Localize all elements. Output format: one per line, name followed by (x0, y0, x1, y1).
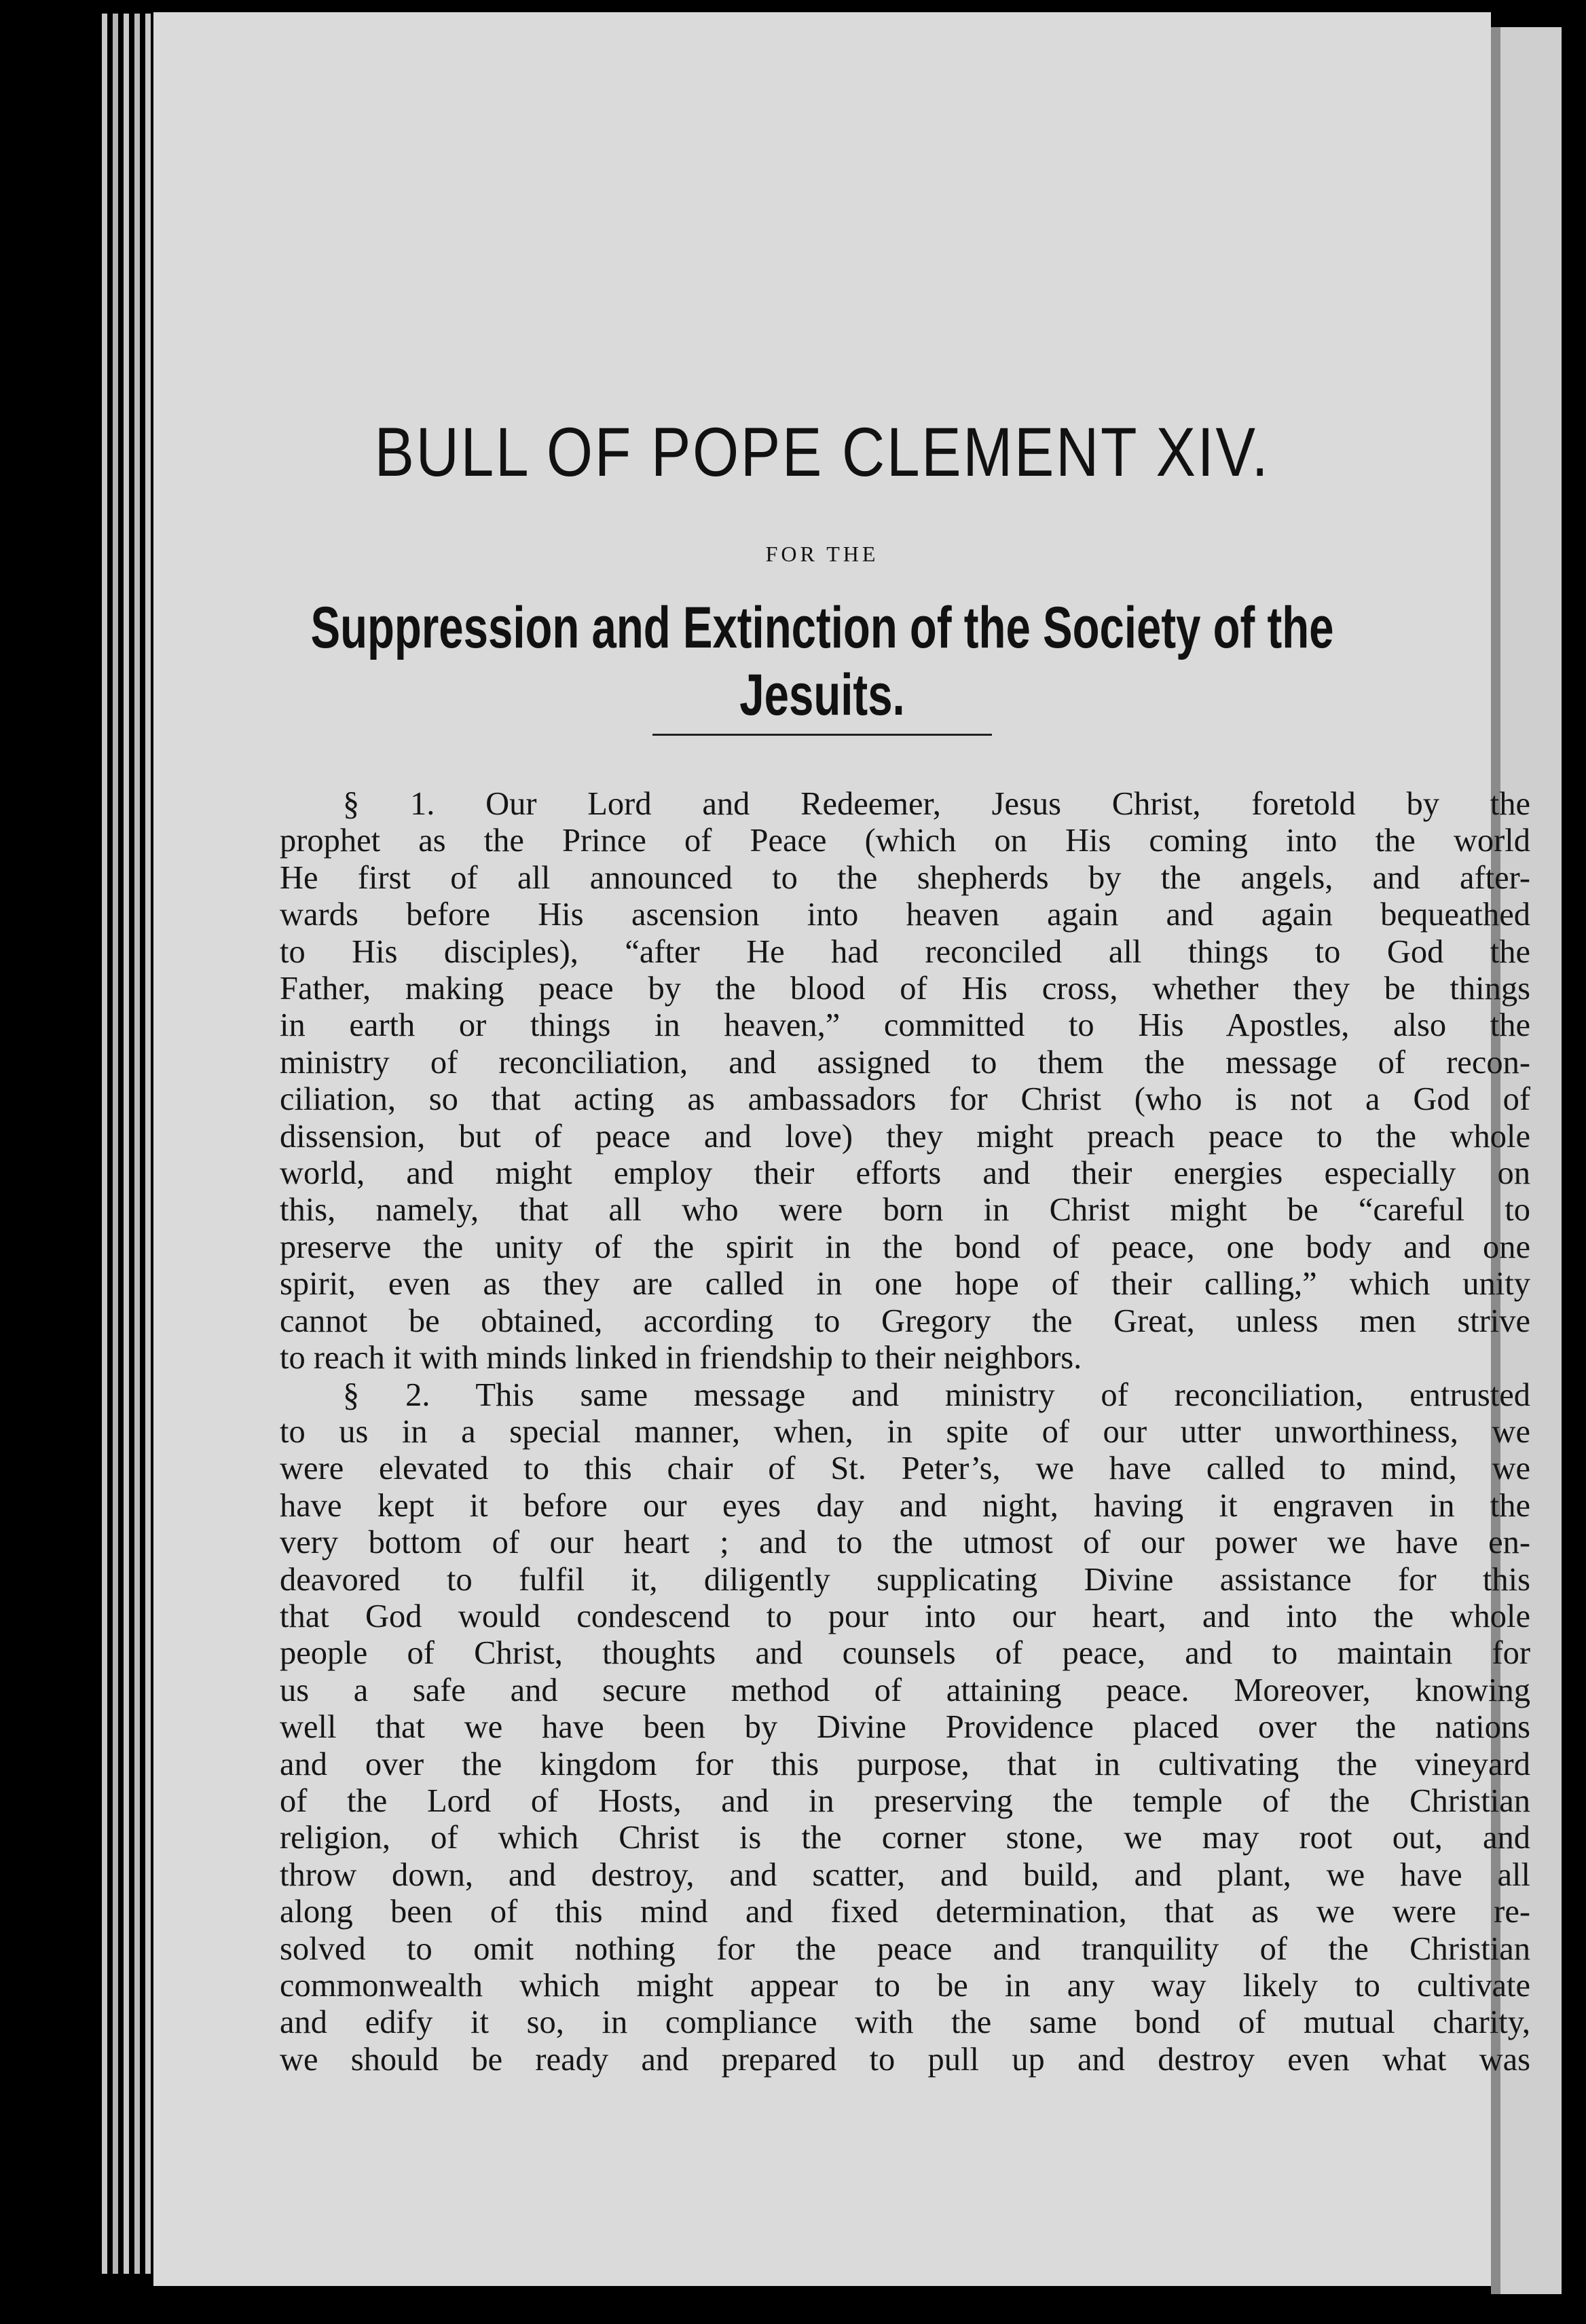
text-line: ministry of reconciliation, and assigned to them the message of recon- (280, 1044, 1530, 1081)
text-line: world, and might employ their efforts and their energies especially on (280, 1155, 1530, 1192)
text-line: dissension, but of peace and love) they might preach peace to the whole (280, 1118, 1530, 1155)
text-line: religion, of which Christ is the corner stone, we may root out, and (280, 1820, 1530, 1856)
text-line: us a safe and secure method of attaining peace. Moreover, knowing (280, 1672, 1530, 1708)
text-line: were elevated to this chair of St. Peter’s, we have called to mind, we (280, 1450, 1530, 1487)
text-line: very bottom of our heart ; and to the utmost of our power we have en- (280, 1524, 1530, 1561)
body-text (280, 786, 1530, 2078)
text-line: ciliation, so that acting as ambassadors for Christ (who is not a God of (280, 1081, 1530, 1118)
page-edge (102, 14, 107, 2274)
text-line: preserve the unity of the spirit in the bond of peace, one body and one (280, 1229, 1530, 1265)
text-line: wards before His ascension into heaven again and again bequeathed (280, 897, 1530, 933)
text-line: and over the kingdom for this purpose, that in cultivating the vineyard (280, 1746, 1530, 1782)
paragraph-2 (280, 1377, 1530, 2079)
text-line: § 1. Our Lord and Redeemer, Jesus Christ, foretold by the (343, 786, 1530, 822)
text-line: commonwealth which might appear to be in any way likely to cultivate (280, 1968, 1530, 2004)
page-edge (134, 14, 140, 2274)
divider-rule (652, 734, 992, 736)
text-line: cannot be obtained, according to Gregory the Great, unless men strive (280, 1302, 1530, 1339)
text-line: throw down, and destroy, and scatter, and build, and plant, we have all (280, 1856, 1530, 1893)
text-line: this, namely, that all who were born in Christ might be “careful to (280, 1192, 1530, 1229)
page-edge (145, 14, 151, 2274)
text-line: of the Lord of Hosts, and in preserving the temple of the Christian (280, 1782, 1530, 1819)
text-line: prophet as the Prince of Peace (which on His coming into the world (280, 823, 1530, 859)
text-line: deavored to fulfil it, diligently supplicating Divine assistance for this (280, 1561, 1530, 1598)
text-line: along been of this mind and fixed determination, that as we were re- (280, 1894, 1530, 1930)
page-edge (124, 14, 129, 2274)
text-line: we should be ready and prepared to pull up and destroy even what was (280, 2041, 1530, 2078)
text-line: § 2. This same message and ministry of reconciliation, entrusted (343, 1376, 1530, 1413)
text-line: people of Christ, thoughts and counsels of peace, and to maintain for (280, 1635, 1530, 1672)
text-line: to His disciples), “after He had reconciled all things to God the (280, 933, 1530, 970)
text-line: that God would condescend to pour into our heart, and into the whole (280, 1598, 1530, 1634)
text-line: well that we have been by Divine Providence placed over the nations (280, 1709, 1530, 1746)
document-page (153, 12, 1530, 2286)
title-connector: FOR THE (765, 542, 879, 566)
page-edge (113, 14, 118, 2274)
text-line: to us in a special manner, when, in spite of our utter unworthiness, we (280, 1413, 1530, 1450)
text-line: He first of all announced to the shepherds by the angels, and after- (280, 859, 1530, 896)
text-line: spirit, even as they are called in one hope of their calling,” which unity (280, 1266, 1530, 1302)
document-subtitle: Suppression and Extinction of the Society of the Jesuits. (310, 595, 1334, 728)
text-line: in earth or things in heaven,” committed to His Apostles, also the (280, 1007, 1530, 1044)
document-title: BULL OF POPE CLEMENT XIV. (374, 413, 1270, 491)
text-line: to reach it with minds linked in friendship to their neighbors. (280, 1340, 1082, 1376)
text-line: and edify it so, in compliance with the same bond of mutual charity, (280, 2004, 1530, 2041)
text-line: have kept it before our eyes day and night, having it engraven in the (280, 1487, 1530, 1524)
text-line: solved to omit nothing for the peace and tranquility of the Christian (280, 1930, 1530, 1967)
paragraph-1 (280, 786, 1530, 1377)
text-line: Father, making peace by the blood of His cross, whether they be things (280, 971, 1530, 1007)
